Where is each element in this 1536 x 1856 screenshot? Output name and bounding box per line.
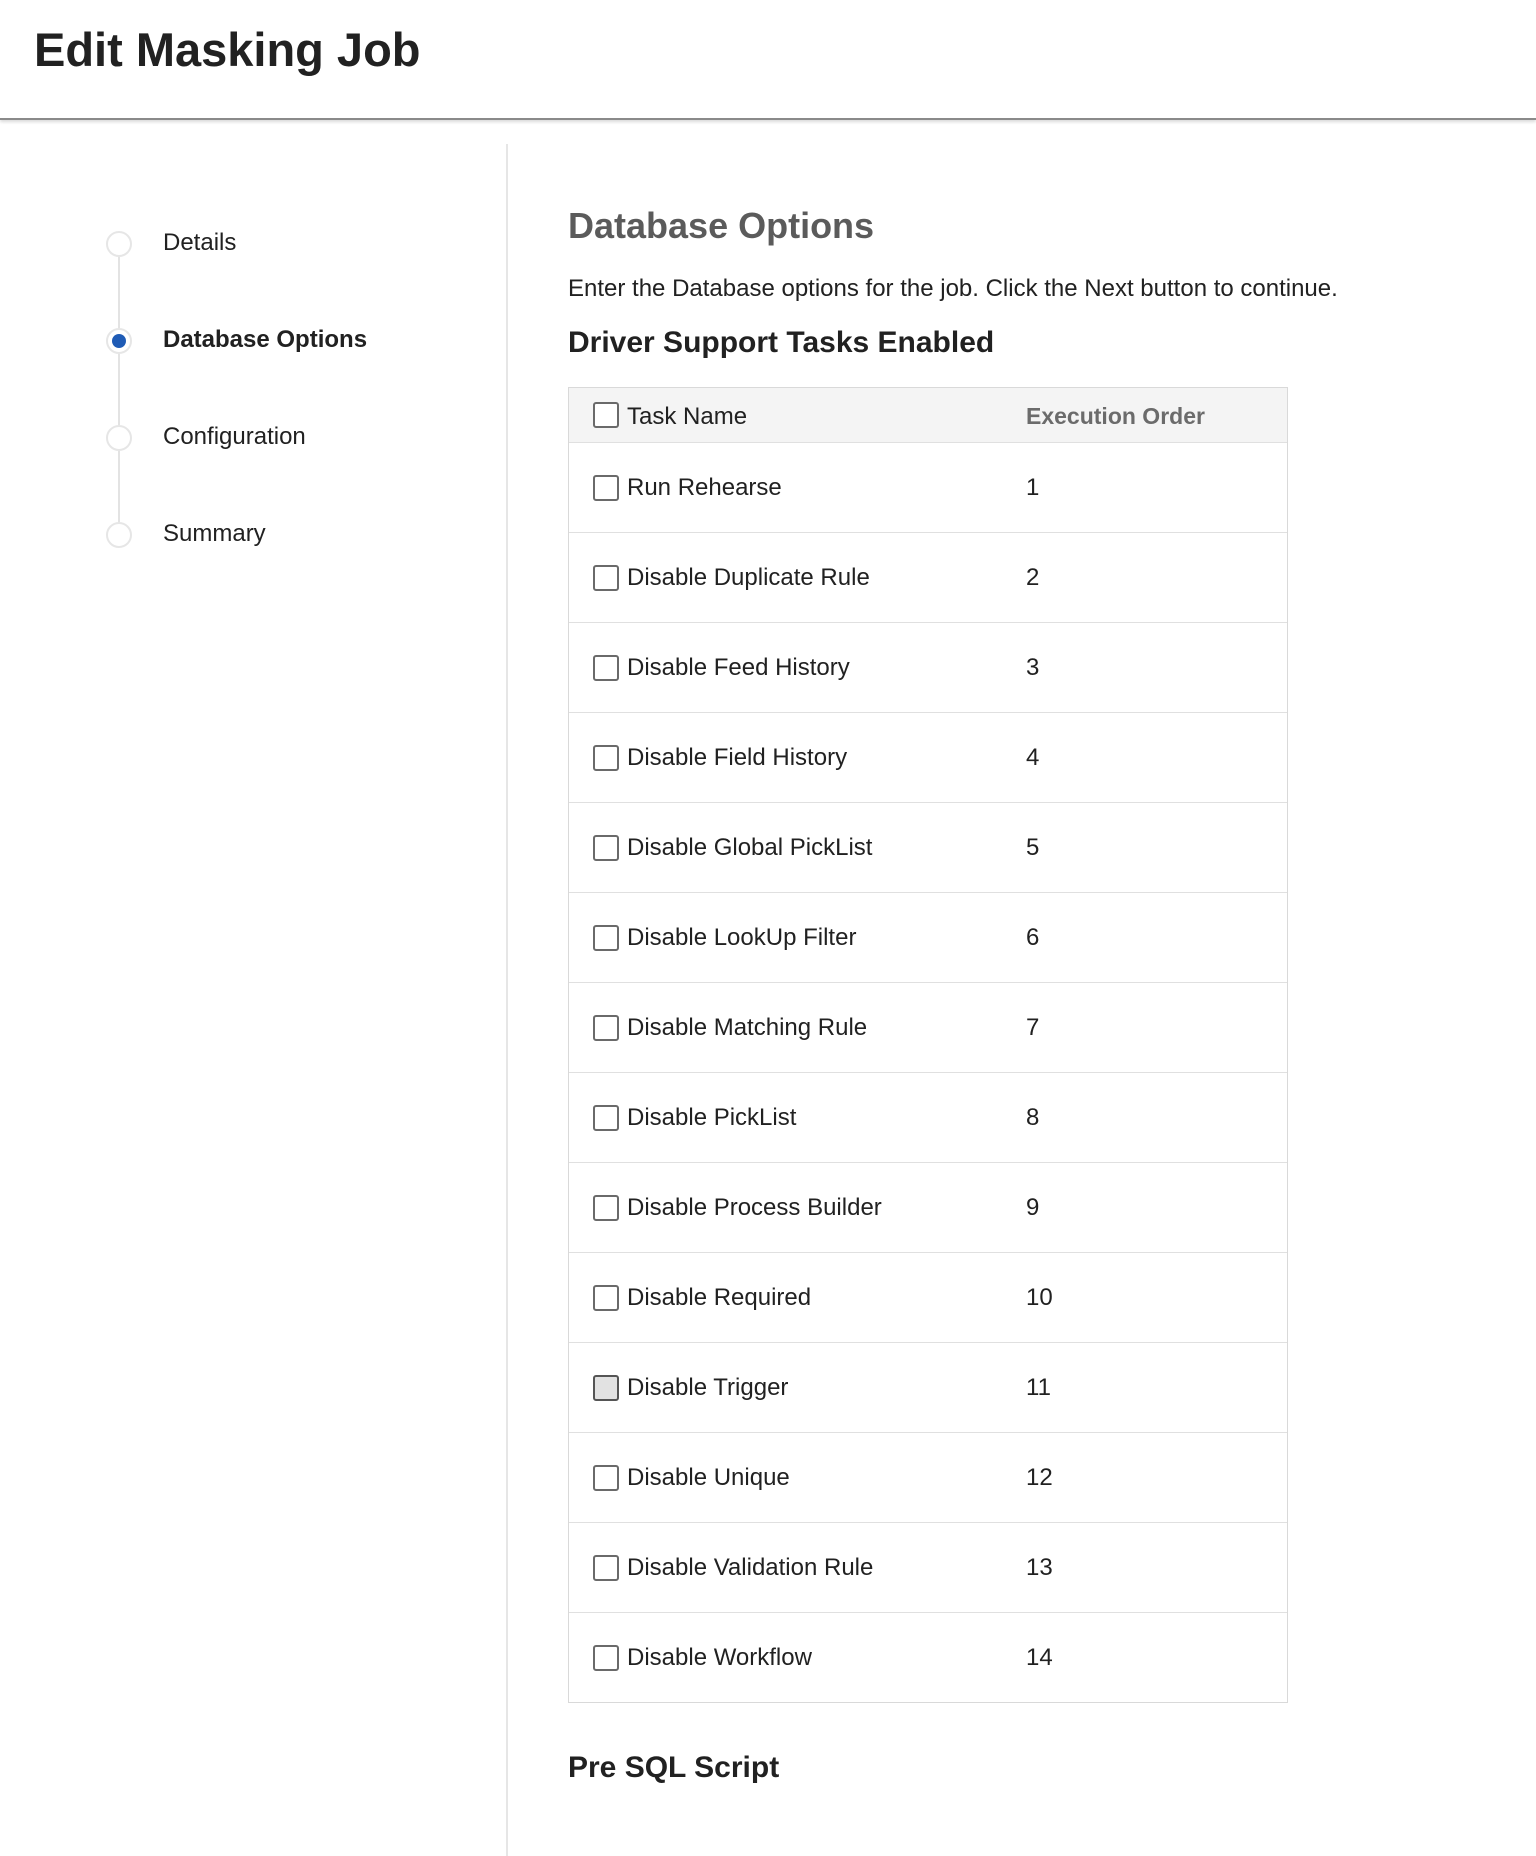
execution-order-cell: 6 [1026,924,1040,951]
step-details[interactable]: Details [163,229,237,256]
intro-text: Enter the Database options for the job. Click the Next button to continue. [568,275,1338,302]
execution-order-cell: 14 [1026,1644,1053,1671]
select-all-checkbox[interactable] [593,402,619,428]
step-database-options-indicator [106,328,132,354]
stepper-line [118,244,120,534]
row-checkbox[interactable] [593,745,619,771]
table-row[interactable] [569,1433,1287,1523]
row-checkbox[interactable] [593,1015,619,1041]
table-row[interactable] [569,1253,1287,1343]
table-row[interactable] [569,1343,1287,1433]
task-name-cell: Disable Field History [627,744,848,771]
table-row[interactable] [569,893,1287,983]
row-checkbox[interactable] [593,1285,619,1311]
row-checkbox[interactable] [593,1645,619,1671]
execution-order-cell: 10 [1026,1284,1053,1311]
task-name-cell: Disable Feed History [627,654,850,681]
task-name-cell: Disable Duplicate Rule [627,564,870,591]
task-name-cell: Disable PickList [627,1104,797,1131]
wizard-stepper [0,0,500,700]
table-row[interactable] [569,623,1287,713]
row-checkbox[interactable] [593,655,619,681]
table-row[interactable] [569,713,1287,803]
row-checkbox[interactable] [593,925,619,951]
row-checkbox[interactable] [593,1465,619,1491]
execution-order-cell: 8 [1026,1104,1040,1131]
task-name-cell: Disable Trigger [627,1374,789,1401]
vertical-divider [506,144,508,1856]
column-header-execution-order[interactable]: Execution Order [1026,403,1205,429]
table-row[interactable] [569,533,1287,623]
task-name-cell: Disable Workflow [627,1644,812,1671]
step-summary-indicator [106,522,132,548]
row-checkbox[interactable] [593,565,619,591]
section-title: Database Options [568,205,875,246]
table-row[interactable] [569,983,1287,1073]
row-checkbox[interactable] [593,1375,619,1401]
table-row[interactable] [569,1073,1287,1163]
task-name-cell: Disable Process Builder [627,1194,882,1221]
table-row[interactable] [569,443,1287,533]
row-checkbox[interactable] [593,475,619,501]
task-name-cell: Run Rehearse [627,474,782,501]
step-database-options[interactable]: Database Options [163,326,368,353]
step-configuration[interactable]: Configuration [163,423,306,450]
pre-sql-heading: Pre SQL Script [568,1751,780,1784]
task-name-cell: Disable Global PickList [627,834,873,861]
execution-order-cell: 1 [1026,474,1040,501]
execution-order-cell: 9 [1026,1194,1040,1221]
task-name-cell: Disable Required [627,1284,812,1311]
row-checkbox[interactable] [593,1555,619,1581]
row-checkbox[interactable] [593,1105,619,1131]
table-header [569,388,1287,443]
page-title: Edit Masking Job [34,23,421,76]
driver-tasks-table [568,387,1288,1703]
step-summary[interactable]: Summary [163,520,266,547]
task-name-cell: Disable LookUp Filter [627,924,857,951]
task-name-cell: Disable Validation Rule [627,1554,874,1581]
execution-order-cell: 3 [1026,654,1040,681]
execution-order-cell: 4 [1026,744,1040,771]
table-row[interactable] [569,1523,1287,1613]
execution-order-cell: 2 [1026,564,1040,591]
row-checkbox[interactable] [593,835,619,861]
row-checkbox[interactable] [593,1195,619,1221]
task-name-cell: Disable Matching Rule [627,1014,868,1041]
table-row[interactable] [569,1613,1287,1703]
execution-order-cell: 11 [1026,1374,1051,1401]
task-name-cell: Disable Unique [627,1464,790,1491]
table-row[interactable] [569,1163,1287,1253]
tasks-heading: Driver Support Tasks Enabled [568,326,995,359]
execution-order-cell: 7 [1026,1014,1040,1041]
column-header-task-name[interactable]: Task Name [627,403,748,430]
table-row[interactable] [569,803,1287,893]
step-configuration-indicator [106,425,132,451]
execution-order-cell: 5 [1026,834,1040,861]
step-details-indicator [106,231,132,257]
execution-order-cell: 12 [1026,1464,1053,1491]
execution-order-cell: 13 [1026,1554,1053,1581]
